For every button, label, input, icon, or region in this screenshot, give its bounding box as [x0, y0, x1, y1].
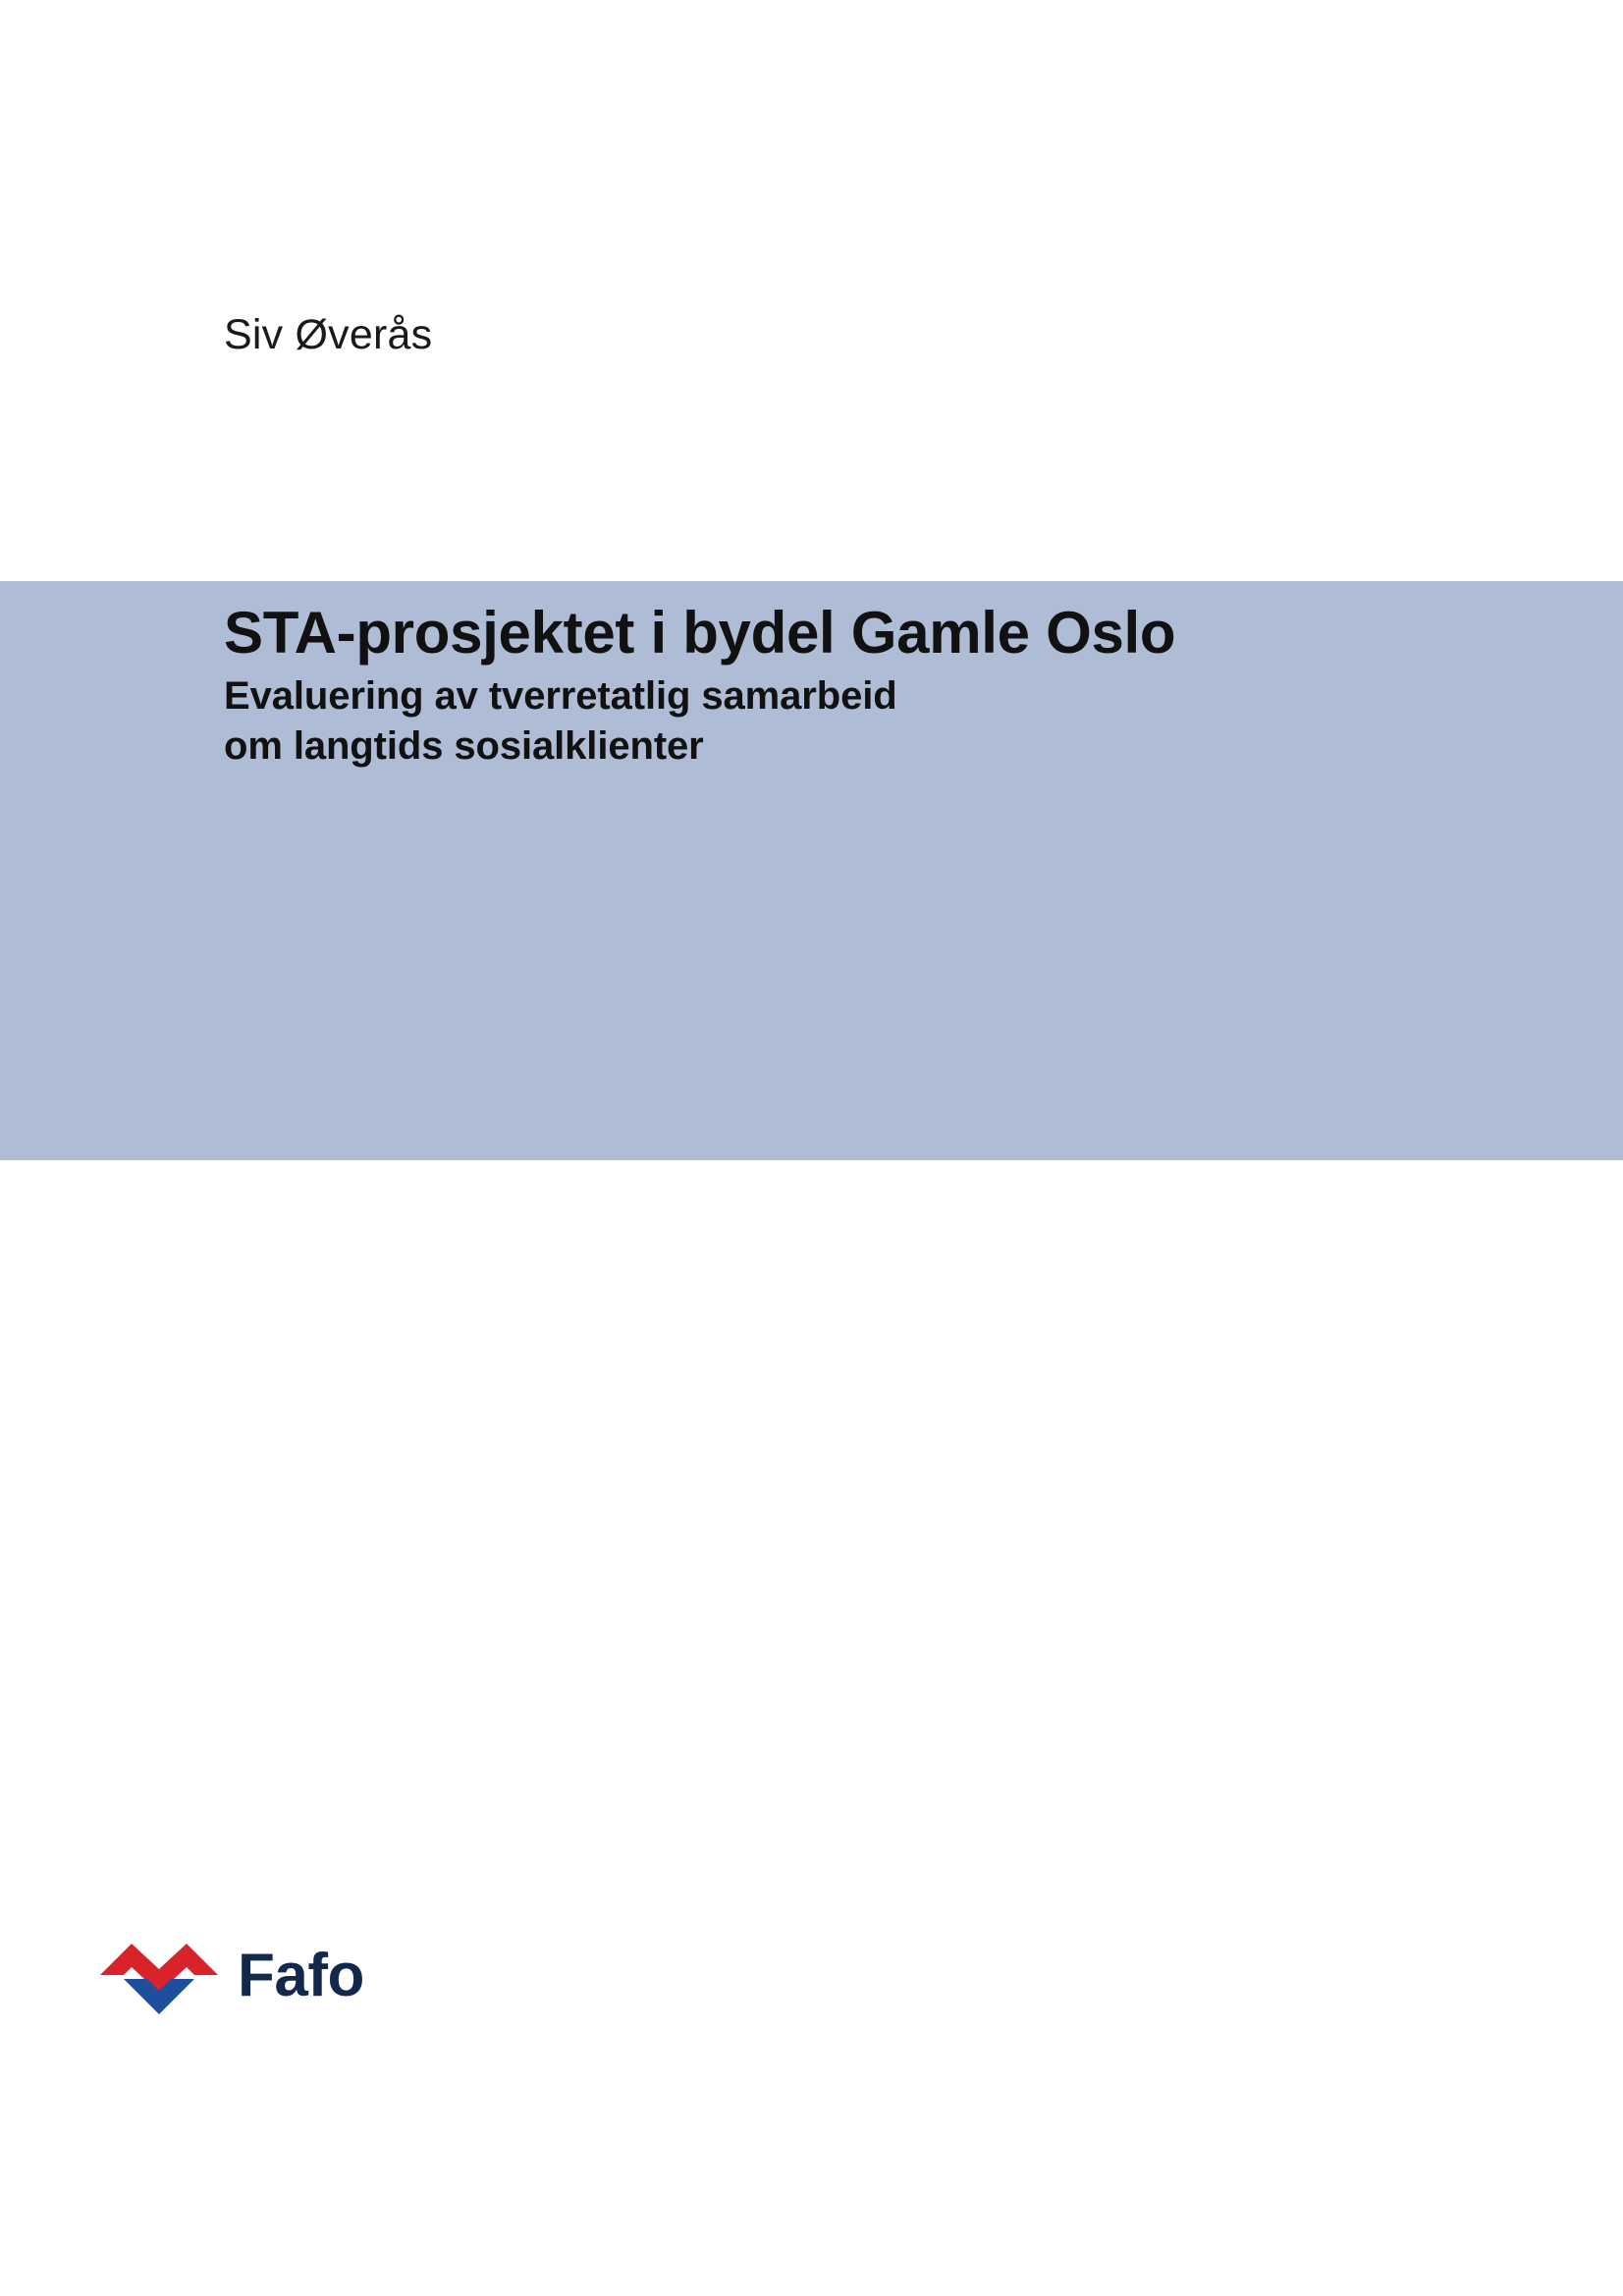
fafo-wordmark: Fafo	[238, 1942, 364, 2009]
fafo-mark-icon	[98, 1936, 224, 2020]
author-name: Siv Øverås	[224, 311, 433, 358]
subtitle-line-1: Evaluering av tverretatlig samarbeid	[224, 674, 897, 719]
publisher-logo	[98, 1936, 364, 2020]
subtitle-line-2: om langtids sosialklienter	[224, 724, 704, 769]
title-block	[224, 600, 1500, 773]
page-title: STA-prosjektet i bydel Gamle Oslo	[224, 600, 1176, 666]
